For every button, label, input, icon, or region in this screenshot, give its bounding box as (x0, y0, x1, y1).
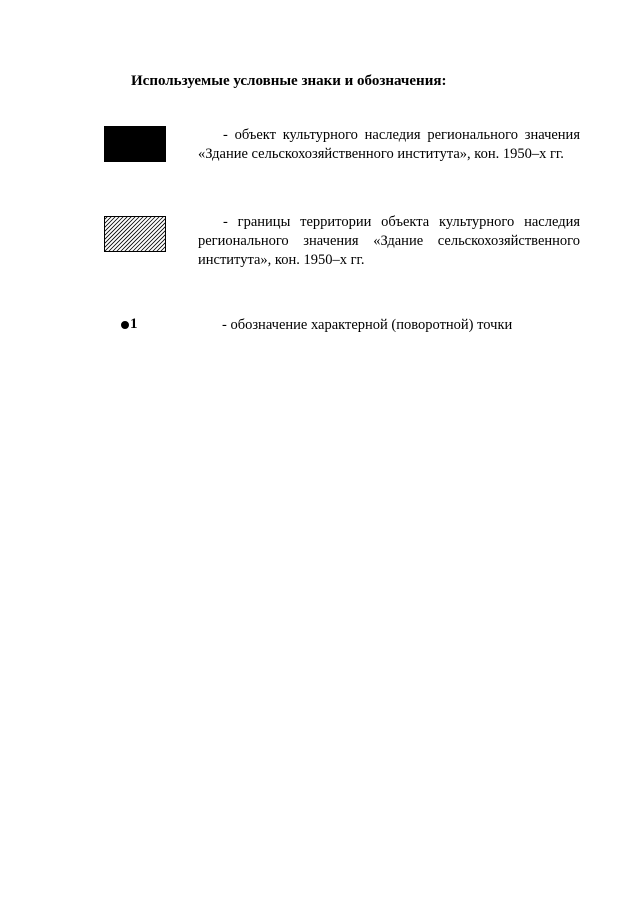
heritage-object-symbol (104, 126, 166, 162)
turning-point-symbol (121, 316, 138, 333)
territory-boundary-description: - границы территории объекта культурного наследия регионального значения «Здание сельскохозяйственного института», кон. 1950–х гг. (198, 214, 580, 268)
legend-heading: Используемые условные знаки и обозначения: (131, 73, 447, 89)
heritage-object-description: - объект культурного наследия регионального значения «Здание сельскохозяйственного института», кон. 1950–х гг. (198, 127, 580, 162)
territory-boundary-hatch-symbol (104, 216, 166, 252)
point-dot-icon (121, 321, 129, 329)
turning-point-number: 1 (130, 316, 138, 332)
turning-point-description: - обозначение характерной (поворотной) точки (222, 317, 513, 333)
